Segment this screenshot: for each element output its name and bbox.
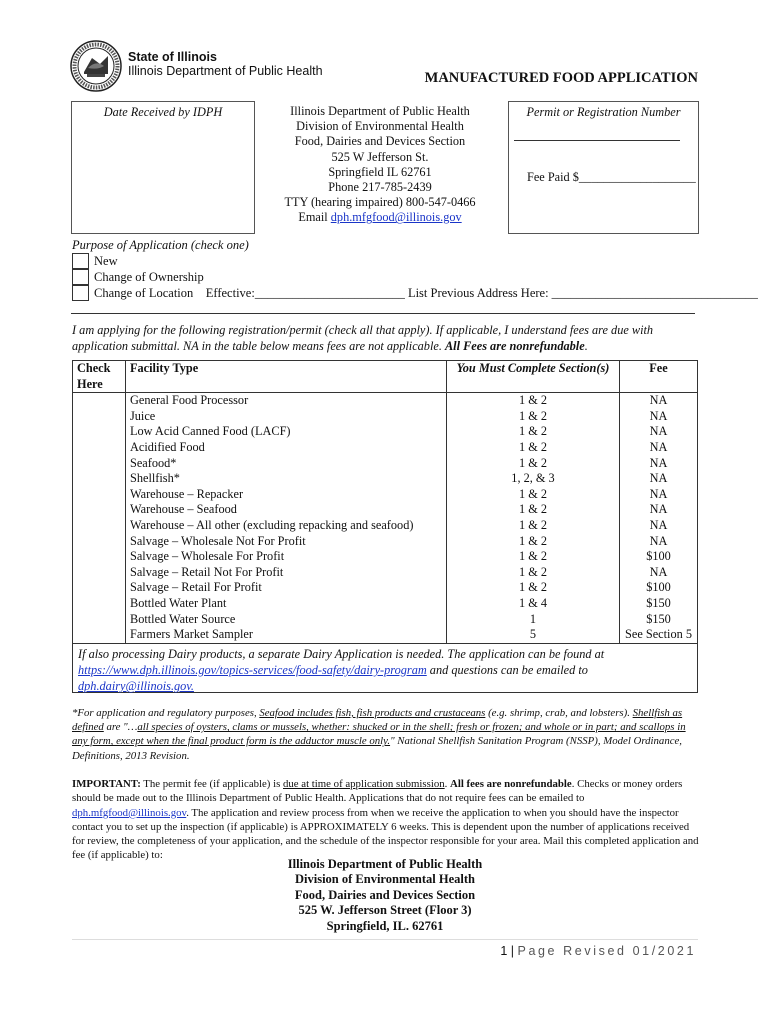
important-underlined: due at time of application submission <box>283 778 445 790</box>
fee-cell: NA <box>620 487 698 503</box>
table-row <box>73 502 698 518</box>
footer-separator: | <box>507 944 518 958</box>
permit-number-field[interactable] <box>514 140 680 141</box>
table-row <box>73 549 698 565</box>
fee-cell: NA <box>620 424 698 440</box>
facility-type-header: Facility Type <box>126 361 447 393</box>
permit-label: Permit or Registration Number <box>526 105 681 119</box>
dairy-url-link[interactable]: https://www.dph.illinois.gov/topics-services/food-safety/dairy-program <box>78 663 427 677</box>
dairy-text: If also processing Dairy products, a separate Dairy Application is needed. The application can be found at <box>78 647 605 661</box>
facility-type-cell: Warehouse – All other (excluding repacking and seafood) <box>126 518 447 534</box>
facility-type-cell: Farmers Market Sampler <box>126 627 447 643</box>
important-email-link[interactable]: dph.mfgfood@illinois.gov <box>72 806 187 819</box>
sections-cell: 1 & 2 <box>447 424 620 440</box>
address-line: 525 W Jefferson St. <box>331 149 429 164</box>
fee-header: Fee <box>620 361 698 393</box>
table-row <box>73 612 698 628</box>
sections-cell: 1 & 4 <box>447 596 620 612</box>
table-row <box>73 440 698 456</box>
table-row <box>73 487 698 503</box>
dairy-note <box>78 646 694 694</box>
fee-cell: NA <box>620 502 698 518</box>
fee-cell: $100 <box>620 549 698 565</box>
email-link[interactable]: dph.mfgfood@illinois.gov <box>330 210 462 225</box>
sections-cell: 1 <box>447 612 620 628</box>
facility-type-cell: Bottled Water Source <box>126 612 447 628</box>
mail-line: Illinois Department of Public Health <box>287 857 483 871</box>
fee-cell: NA <box>620 565 698 581</box>
intro-bold: All Fees are nonrefundable <box>444 339 585 353</box>
facility-type-cell: Salvage – Retail Not For Profit <box>126 565 447 581</box>
intro-text: I am applying for the following registration/permit (check all that apply). If applicable, I understand fees are due with application submittal. NA in the table below means fees are not applicable. <box>72 323 654 353</box>
check-cell[interactable] <box>73 534 126 550</box>
fee-cell: $150 <box>620 596 698 612</box>
check-here-header: Check Here <box>73 361 126 393</box>
important-text: . Checks or money orders should be made out to the Illinois Department of Public Health. Applications that do not require fees can be emailed to <box>72 778 683 805</box>
fee-cell: NA <box>620 393 698 409</box>
sections-cell: 1 & 2 <box>447 456 620 472</box>
check-cell[interactable] <box>73 471 126 487</box>
check-cell[interactable] <box>73 440 126 456</box>
address-line: Food, Dairies and Devices Section <box>294 134 466 149</box>
fee-cell: NA <box>620 409 698 425</box>
sections-cell: 1 & 2 <box>447 565 620 581</box>
facility-type-cell: Salvage – Wholesale For Profit <box>126 549 447 565</box>
check-cell[interactable] <box>73 409 126 425</box>
dairy-email-link[interactable]: dph.dairy@illinois.gov. <box>78 679 194 693</box>
table-row <box>73 565 698 581</box>
new-checkbox[interactable] <box>72 253 89 269</box>
fee-cell: NA <box>620 534 698 550</box>
date-received-box[interactable] <box>71 101 255 234</box>
change-ownership-label: Change of Ownership <box>94 270 204 284</box>
facility-type-cell: Shellfish* <box>126 471 447 487</box>
facility-type-cell: Juice <box>126 409 447 425</box>
sections-cell: 1, 2, & 3 <box>447 471 620 487</box>
change-location-label: Change of Location Effective:________________________ List Previous Address Here: _________________________________ <box>94 286 758 300</box>
permit-box <box>508 101 699 234</box>
facility-type-cell: Low Acid Canned Food (LACF) <box>126 424 447 440</box>
mail-line: Springfield, IL. 62761 <box>326 918 444 933</box>
address-line: Division of Environmental Health <box>296 119 464 134</box>
check-cell[interactable] <box>73 424 126 440</box>
facility-type-cell: Bottled Water Plant <box>126 596 447 612</box>
important-text: . The application and review process from when we receive the application to when you should have the inspector contact you to set up the inspection (if applicable) is APPROXIMATELY 6 weeks. This is dependent upon the number of applications received for review, the completeness of your application, and the schedule of the inspector responsible for your area. Mail this completed application and fee (if applicable) to: <box>72 806 699 862</box>
address-line: Phone 217-785-2439 <box>328 180 432 195</box>
important-text: The permit fee (if applicable) is <box>140 778 283 790</box>
check-cell[interactable] <box>73 612 126 628</box>
check-cell[interactable] <box>73 565 126 581</box>
purpose-title: Purpose of Application (check one) <box>72 238 249 252</box>
email-prefix: Email <box>298 210 331 225</box>
fee-cell: $100 <box>620 580 698 596</box>
page-title: MANUFACTURED FOOD APPLICATION <box>424 70 698 86</box>
header-state-name: State of Illinois <box>128 50 217 64</box>
check-cell[interactable] <box>73 487 126 503</box>
note-text: are "… <box>103 721 138 734</box>
header-department-name: Illinois Department of Public Health <box>128 64 323 78</box>
table-row <box>73 393 698 409</box>
dairy-mid-text: and questions can be emailed to <box>426 663 588 677</box>
intro-paragraph <box>72 322 698 354</box>
table-row <box>73 471 698 487</box>
fee-paid-field[interactable]: Fee Paid $___________________ <box>527 170 696 184</box>
table-row <box>73 596 698 612</box>
important-text: . <box>444 778 451 790</box>
fee-cell: See Section 5 <box>620 627 698 643</box>
fee-cell: $150 <box>620 612 698 628</box>
table-row <box>73 534 698 550</box>
check-cell[interactable] <box>73 456 126 472</box>
check-cell[interactable] <box>73 580 126 596</box>
sections-cell: 1 & 2 <box>447 518 620 534</box>
sections-cell: 1 & 2 <box>447 549 620 565</box>
change-ownership-checkbox[interactable] <box>72 269 89 285</box>
mail-line: 525 W. Jefferson Street (Floor 3) <box>298 903 472 918</box>
note-text: " National Shellfish Sanitation Program (NSSP), Model Ordinance, Definitions, 2013 Revision. <box>72 735 682 762</box>
address-line: Springfield IL 62761 <box>328 164 432 179</box>
illinois-state-seal-icon <box>70 40 122 92</box>
fee-cell: NA <box>620 440 698 456</box>
new-option-label: New <box>94 254 118 268</box>
sections-cell: 5 <box>447 627 620 643</box>
address-line: Illinois Department of Public Health <box>290 104 470 118</box>
mail-line: Food, Dairies and Devices Section <box>294 887 476 902</box>
facility-type-cell: Warehouse – Repacker <box>126 487 447 503</box>
intro-end: . <box>584 339 588 353</box>
table-row <box>73 580 698 596</box>
check-cell[interactable] <box>73 549 126 565</box>
sections-cell: 1 & 2 <box>447 487 620 503</box>
page-footer <box>440 944 696 958</box>
seafood-definition-note <box>72 706 698 763</box>
note-underlined: all species of oysters, clams or mussels, whether: shucked or in the shell; fresh or frozen; and whole or in part; and scallops in any form, except when the final product form is the adductor muscle only. <box>72 721 686 748</box>
sections-cell: 1 & 2 <box>447 409 620 425</box>
facility-type-cell: Seafood* <box>126 456 447 472</box>
important-paragraph <box>72 777 700 863</box>
change-location-checkbox[interactable] <box>72 285 89 301</box>
note-text: *For application and regulatory purposes, <box>72 707 260 719</box>
fee-cell: NA <box>620 456 698 472</box>
sections-header: You Must Complete Section(s) <box>447 361 620 393</box>
sections-cell: 1 & 2 <box>447 440 620 456</box>
check-cell[interactable] <box>73 627 126 643</box>
facility-type-cell: Warehouse – Seafood <box>126 502 447 518</box>
email-line <box>255 210 505 225</box>
check-cell[interactable] <box>73 518 126 534</box>
check-cell[interactable] <box>73 502 126 518</box>
facility-type-cell: General Food Processor <box>126 393 447 409</box>
check-cell[interactable] <box>73 596 126 612</box>
footer-divider <box>72 939 698 940</box>
fee-cell: NA <box>620 471 698 487</box>
page-number: 1 <box>500 944 508 958</box>
facility-type-cell: Salvage – Retail For Profit <box>126 580 447 596</box>
sections-cell: 1 & 2 <box>447 534 620 550</box>
note-underlined: Shellfish as defined <box>72 707 683 734</box>
important-bold: All fees are nonrefundable <box>450 778 572 790</box>
mail-line: Division of Environmental Health <box>295 872 475 887</box>
facility-type-table <box>72 360 698 644</box>
footer-revised: Page Revised 01/2021 <box>517 944 696 958</box>
sections-cell: 1 & 2 <box>447 580 620 596</box>
table-row <box>73 627 698 643</box>
table-row <box>73 409 698 425</box>
facility-type-cell: Salvage – Wholesale Not For Profit <box>126 534 447 550</box>
mailing-address-block <box>240 857 530 934</box>
address-line: TTY (hearing impaired) 800-547-0466 <box>284 195 476 210</box>
fee-cell: NA <box>620 518 698 534</box>
sections-cell: 1 & 2 <box>447 502 620 518</box>
facility-type-cell: Acidified Food <box>126 440 447 456</box>
table-header-row <box>73 361 698 393</box>
check-cell[interactable] <box>73 393 126 409</box>
date-received-label: Date Received by IDPH <box>103 105 223 119</box>
sections-cell: 1 & 2 <box>447 393 620 409</box>
note-underlined: Seafood includes fish, fish products and crustaceans <box>259 707 486 719</box>
table-row <box>73 424 698 440</box>
note-text: (e.g. shrimp, crab, and lobsters). <box>485 707 633 719</box>
divider <box>71 313 695 314</box>
important-label: IMPORTANT: <box>72 778 141 790</box>
table-row <box>73 518 698 534</box>
agency-address-block <box>255 104 505 226</box>
table-row <box>73 456 698 472</box>
